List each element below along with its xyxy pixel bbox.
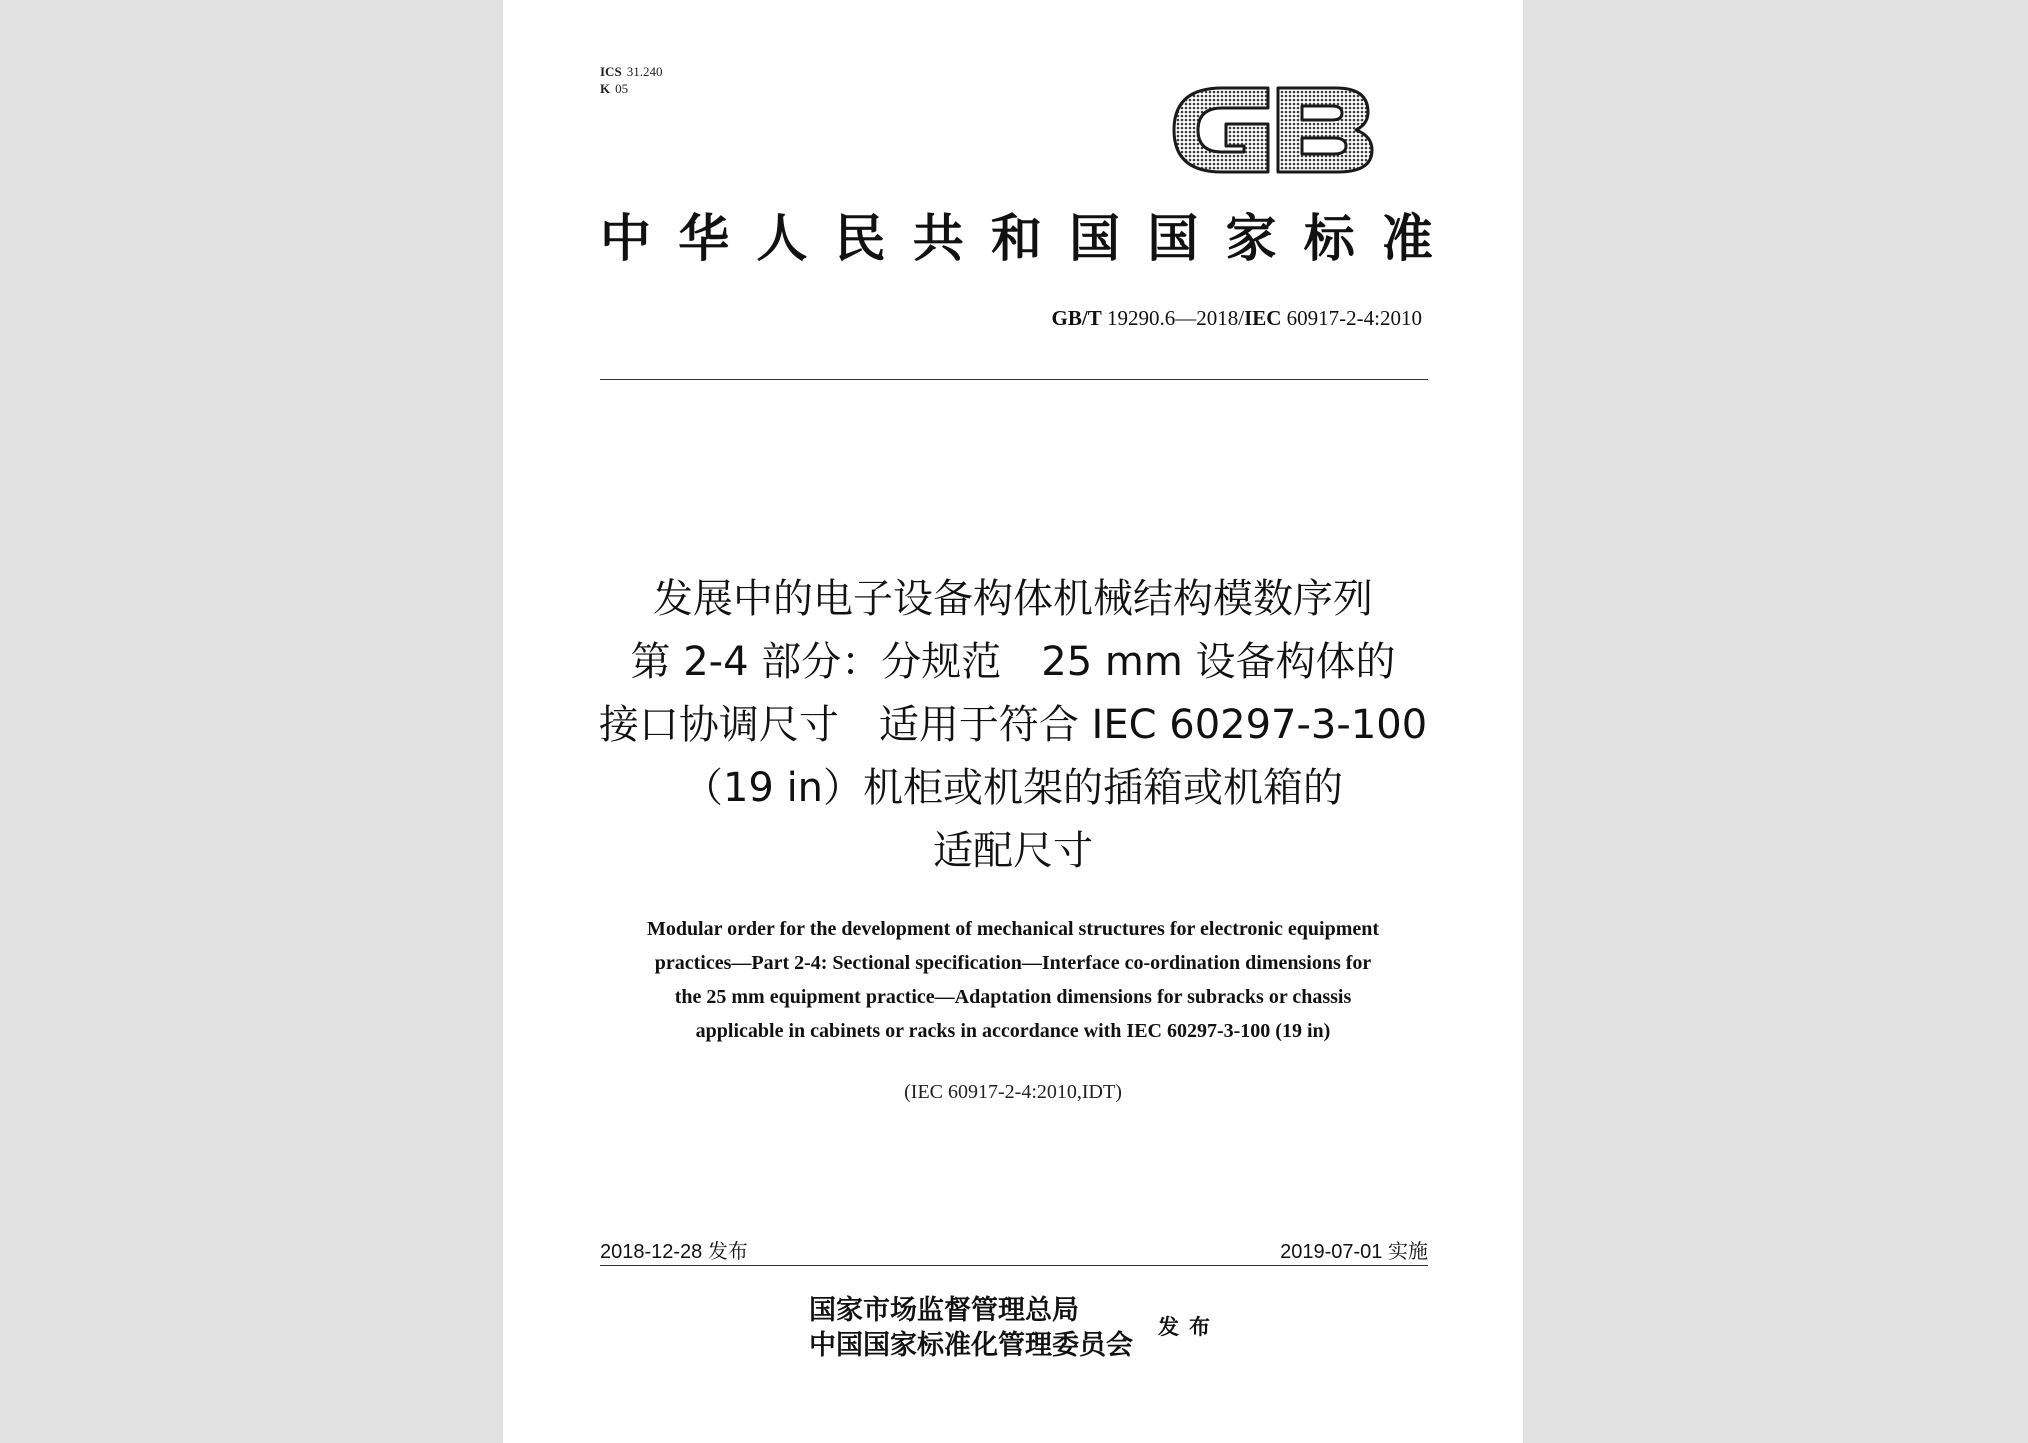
publish-label: 发布: [1158, 1314, 1220, 1339]
chinese-title-line: 发展中的电子设备构体机械结构模数序列: [653, 576, 1373, 622]
english-title: [563, 912, 1463, 1048]
footer-divider: [600, 1265, 1428, 1266]
classification-codes: [600, 63, 662, 97]
english-title-line: applicable in cabinets or racks in accordance with IEC 60297-3-100 (19 in): [695, 1020, 1331, 1042]
gb-logo-letter-g: [1174, 88, 1268, 172]
header-divider: [600, 379, 1428, 380]
national-standard-heading: 中 华 人 民 共 和 国 国 家 标 准: [600, 209, 1433, 269]
english-title-line: Modular order for the development of mechanical structures for electronic equipment: [646, 918, 1380, 940]
chinese-title-line: （19 in）机柜或机架的插箱或机箱的: [682, 765, 1344, 811]
publisher-samr: 国家市场监督管理总局: [809, 1295, 1079, 1326]
standard-number: GB/T 19290.6—2018/IEC 60917-2-4:2010: [1051, 306, 1422, 330]
document-page: [503, 0, 1523, 1443]
chinese-title-line: 适配尺寸: [933, 828, 1093, 874]
gb-logo-icon: [1168, 74, 1380, 186]
english-title-line: the 25 mm equipment practice—Adaptation dimensions for subracks or chassis: [674, 986, 1352, 1008]
chinese-title-line: 接口协调尺寸 适用于符合 IEC 60297-3-100: [598, 702, 1428, 748]
english-title-line: practices—Part 2-4: Sectional specification—Interface co-ordination dimensions for: [654, 952, 1372, 974]
identical-adoption-note: (IEC 60917-2-4:2010,IDT): [904, 1081, 1122, 1103]
issue-date: 2018-12-28 发布: [600, 1241, 748, 1263]
implementation-date: 2019-07-01 实施: [1280, 1241, 1428, 1263]
ics-code: ICS 31.240: [600, 64, 663, 79]
publishing-authorities: [809, 1293, 1133, 1363]
publisher-sac: 中国国家标准化管理委员会: [809, 1330, 1133, 1361]
gb-logo-letter-b: [1278, 88, 1372, 172]
ccs-code: K 05: [600, 81, 629, 96]
chinese-title: [563, 568, 1463, 883]
chinese-title-line: 第 2-4 部分：分规范 25 mm 设备构体的: [630, 639, 1396, 685]
